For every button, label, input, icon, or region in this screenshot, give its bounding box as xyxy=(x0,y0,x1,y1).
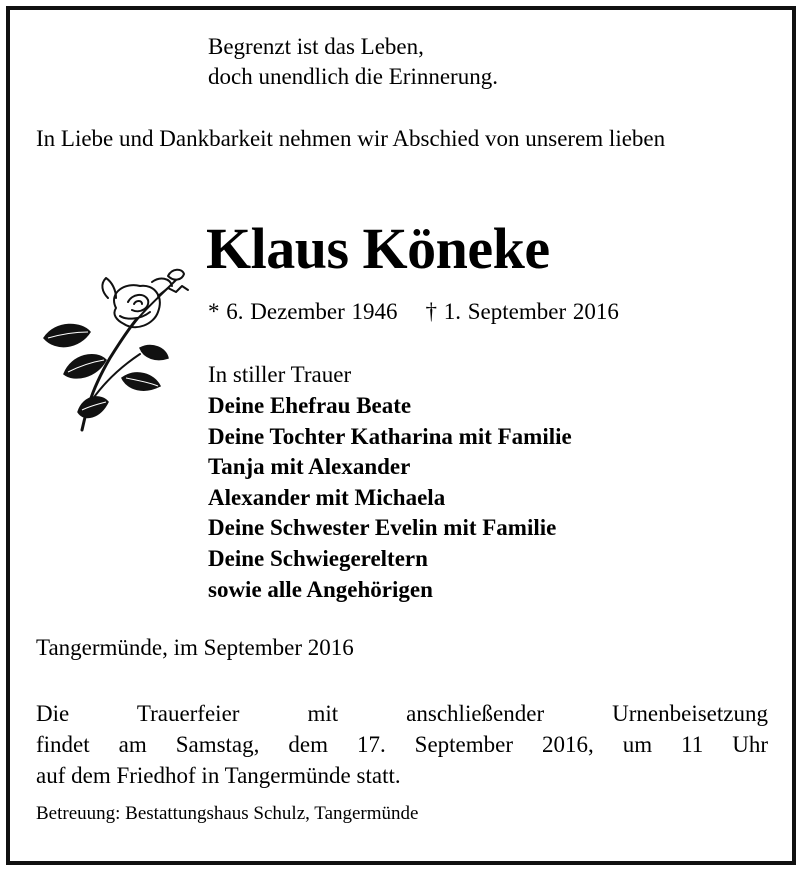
verse-line-1: Begrenzt ist das Leben, xyxy=(208,34,424,59)
ceremony-line-1: Die Trauerfeier mit anschließender Urnenbeisetzung xyxy=(36,701,768,726)
intro-text: In Liebe und Dankbarkeit nehmen wir Abschied von unserem lieben xyxy=(36,126,666,151)
verse xyxy=(208,32,498,92)
mourners-intro: In stiller Trauer xyxy=(208,362,352,387)
life-dates xyxy=(208,297,619,327)
death-date: † 1. September 2016 xyxy=(425,299,619,324)
place-and-date: Tangermünde, im September 2016 xyxy=(36,635,354,660)
deceased-name: Klaus Köneke xyxy=(206,216,550,281)
ceremony-line-2: findet am Samstag, dem 17. September 2016, um 11 Uhr xyxy=(36,732,768,757)
list-item: sowie alle Angehörigen xyxy=(208,576,433,602)
list-item: Alexander mit Michaela xyxy=(208,484,446,510)
list-item: Deine Schwiegereltern xyxy=(208,545,428,571)
list-item: Deine Ehefrau Beate xyxy=(208,393,412,418)
list-item: Tanja mit Alexander xyxy=(208,454,411,480)
funeral-home-credit: Betreuung: Bestattungshaus Schulz, Tangermünde xyxy=(36,803,419,824)
verse-line-2: doch unendlich die Erinnerung. xyxy=(208,64,498,89)
mourner-list xyxy=(208,391,572,605)
ceremony-line-3: auf dem Friedhof in Tangermünde statt. xyxy=(36,763,401,788)
birth-date: * 6. Dezember 1946 xyxy=(208,299,398,324)
list-item: Deine Tochter Katharina mit Familie xyxy=(208,423,572,449)
list-item: Deine Schwester Evelin mit Familie xyxy=(208,515,557,541)
ceremony-info xyxy=(36,698,768,791)
rose-icon xyxy=(36,262,196,432)
